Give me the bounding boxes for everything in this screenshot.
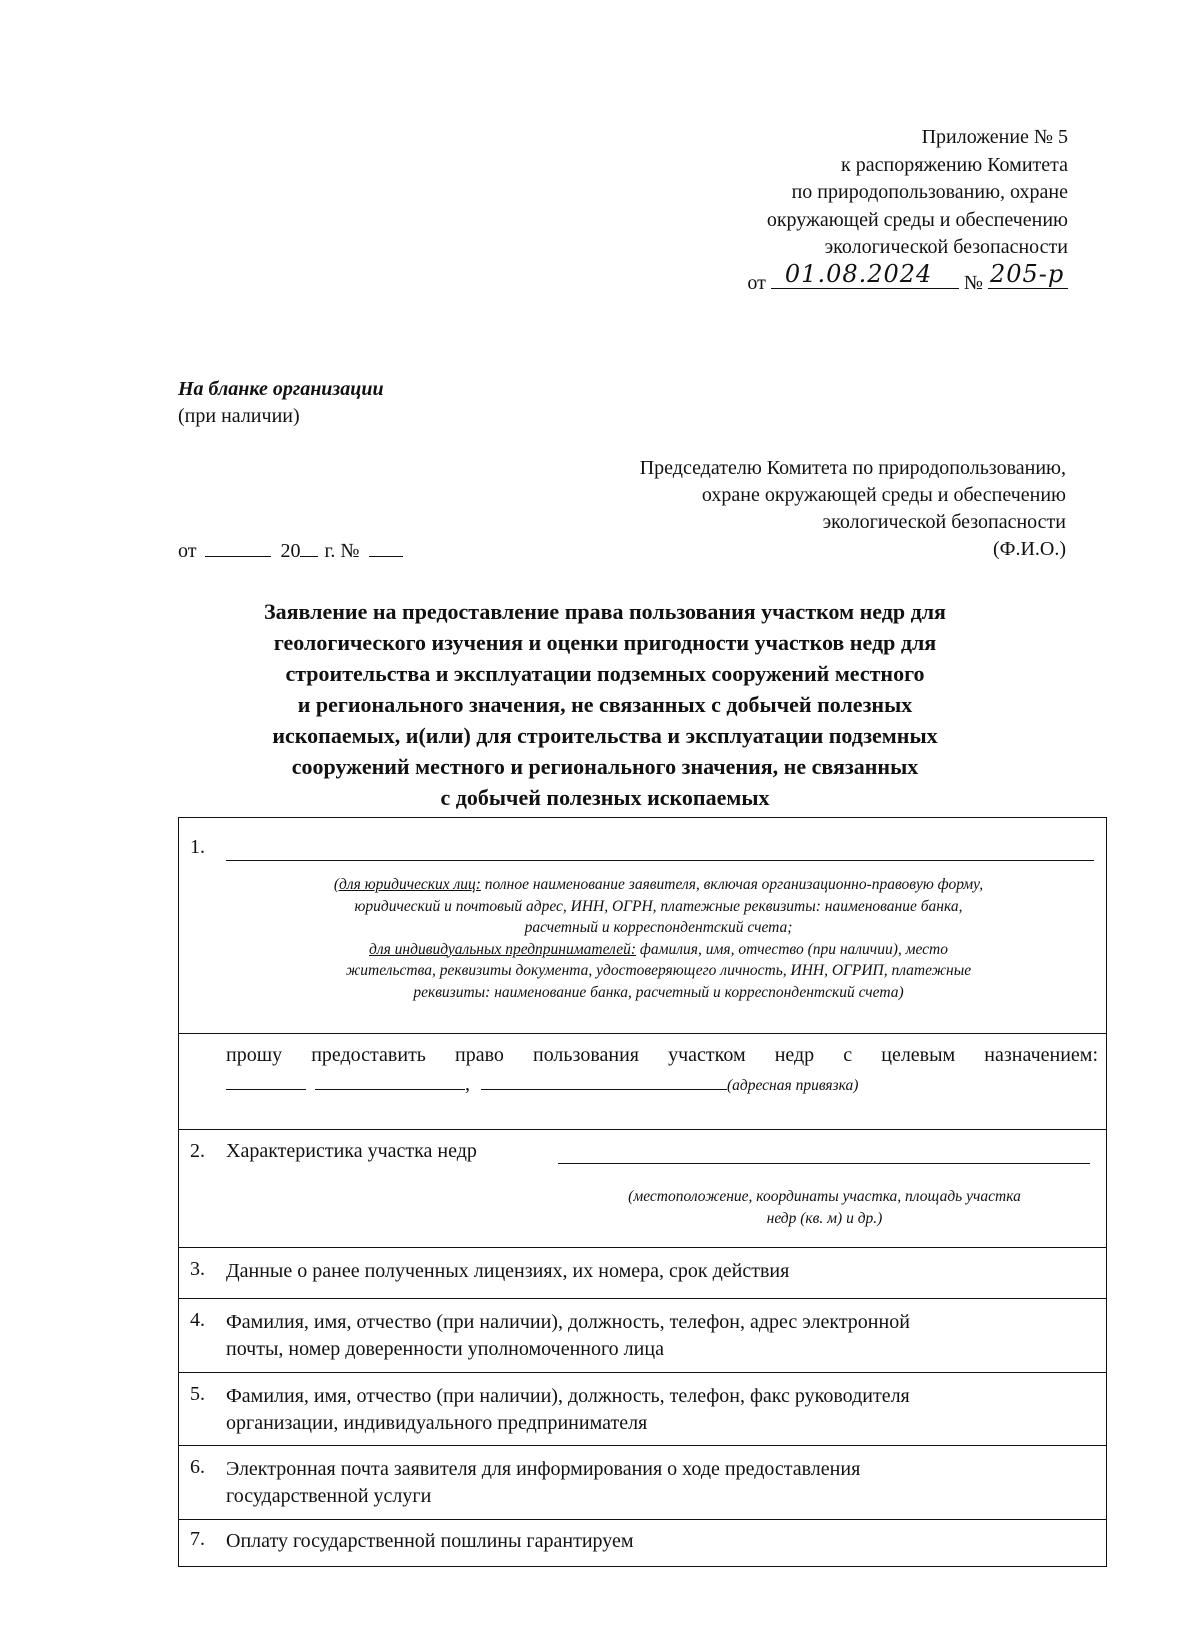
- title-line: с добычей полезных ископаемых: [440, 785, 770, 810]
- entrepreneur-label: для индивидуальных предпринимателей:: [369, 940, 636, 958]
- form-cell: [179, 1299, 1107, 1373]
- form-row-1: [179, 818, 1107, 1034]
- purpose-and-address-line: [226, 1073, 858, 1096]
- row-number: 7.: [190, 1528, 205, 1550]
- date-prefix: от: [747, 271, 766, 294]
- form-cell: [179, 1520, 1107, 1567]
- form-cell: [179, 1373, 1107, 1446]
- appendix-line: по природопользованию, охране: [791, 181, 1068, 203]
- hint-text: недр (кв. м) и др.): [766, 1209, 883, 1227]
- hint-text: юридический и почтовый адрес, ИНН, ОГРН, платежные реквизиты: наименование банка,: [354, 897, 963, 915]
- document-title: [150, 596, 1060, 813]
- subsoil-characteristic-label: Характеристика участка недр: [226, 1140, 477, 1162]
- form-cell: [179, 1248, 1107, 1299]
- form-row-7: [179, 1520, 1107, 1567]
- row-text-line: Электронная почта заявителя для информирования о ходе предоставления: [226, 1458, 861, 1480]
- appendix-line: к распоряжению Комитета: [841, 153, 1068, 176]
- date-blank[interactable]: [205, 542, 271, 557]
- purpose-field[interactable]: [226, 1075, 306, 1090]
- number-prefix: №: [963, 271, 983, 294]
- title-line: Заявление на предоставление права пользования участком недр для: [264, 599, 946, 624]
- row-text: [226, 1383, 1078, 1437]
- purpose-field-2[interactable]: [315, 1075, 465, 1090]
- row-text-line: организации, индивидуального предпринимателя: [226, 1412, 648, 1434]
- title-line: ископаемых, и(или) для строительства и эксплуатации подземных: [272, 723, 938, 748]
- handwritten-date: 01.08.2024: [784, 260, 933, 288]
- year-label: 20: [280, 540, 301, 562]
- year-blank[interactable]: [300, 542, 318, 557]
- address-field[interactable]: [481, 1075, 727, 1090]
- hint-text: реквизиты: наименование банка, расчетный и корреспондентский счета): [413, 983, 904, 1001]
- addressee-fio: (Ф.И.О.): [992, 538, 1066, 560]
- subsoil-characteristic-field[interactable]: [558, 1163, 1090, 1164]
- row-number: 5.: [190, 1383, 205, 1405]
- title-line: и регионального значения, не связанных с добычей полезных: [297, 692, 913, 717]
- request-text: прошу предоставить право пользования участком недр с целевым назначением:: [226, 1044, 1098, 1066]
- letterhead-title: На бланке организации: [178, 378, 384, 400]
- row-number: 3.: [190, 1258, 205, 1280]
- row-number: 4.: [190, 1309, 205, 1331]
- addressee-line: экологической безопасности: [822, 511, 1066, 533]
- title-line: геологического изучения и оценки пригодности участков недр для: [273, 630, 937, 655]
- comma: ,: [465, 1073, 470, 1095]
- number-blank[interactable]: [369, 542, 403, 557]
- form-row-5: [179, 1373, 1107, 1446]
- addressee-block: [640, 455, 1066, 563]
- row-number: 1.: [190, 836, 205, 858]
- appendix-line: Приложение № 5: [921, 126, 1068, 148]
- row-text-line: Фамилия, имя, отчество (при наличии), должность, телефон, факс руководителя: [226, 1385, 910, 1407]
- appendix-date-number: [747, 260, 1068, 298]
- addressee-line: охране окружающей среды и обеспечению: [701, 484, 1066, 506]
- row-text: Оплату государственной пошлины гарантируем: [226, 1530, 634, 1552]
- application-form-table: [178, 817, 1107, 1567]
- form-cell: [179, 1446, 1107, 1520]
- form-row-2: [179, 1130, 1107, 1248]
- row-text: [226, 1309, 1078, 1363]
- form-row-6: [179, 1446, 1107, 1520]
- subsoil-hint: [559, 1186, 1090, 1229]
- hint-text: фамилия, имя, отчество (при наличии), место: [636, 940, 948, 958]
- form-row-3: [179, 1248, 1107, 1299]
- form-cell: [179, 1130, 1107, 1248]
- form-row-1b: [179, 1034, 1107, 1130]
- year-suffix: г. №: [324, 540, 360, 562]
- hint-text: жительства, реквизиты документа, удостоверяющего личность, ИНН, ОГРИП, платежные: [345, 962, 972, 979]
- form-cell: [179, 1034, 1107, 1130]
- appendix-block: [747, 124, 1068, 297]
- title-line: строительства и эксплуатации подземных сооружений местного: [285, 661, 925, 686]
- row-text-line: Фамилия, имя, отчество (при наличии), должность, телефон, адрес электронной: [226, 1311, 910, 1333]
- outgoing-date-line: [178, 540, 403, 563]
- appendix-line: экологической безопасности: [824, 236, 1068, 258]
- number-field: [988, 260, 1068, 289]
- hint-text: (местоположение, координаты участка, площадь участка: [628, 1188, 1021, 1205]
- address-hint: (адресная привязка): [727, 1077, 859, 1094]
- hint-text: полное наименование заявителя, включая организационно-правовую форму,: [480, 876, 984, 893]
- date-field: [771, 260, 959, 289]
- applicant-name-field[interactable]: [226, 860, 1094, 861]
- date-from-label: от: [178, 540, 197, 562]
- row-text-line: государственной услуги: [226, 1485, 432, 1507]
- handwritten-number: 205-р: [990, 260, 1065, 288]
- letterhead-note: [178, 376, 384, 430]
- row-text: [226, 1456, 1078, 1510]
- row-number: 2.: [190, 1140, 205, 1162]
- form-cell: [179, 818, 1107, 1034]
- row-text-line: почты, номер доверенности уполномоченного лица: [226, 1338, 664, 1360]
- addressee-line: Председателю Комитета по природопользованию,: [639, 457, 1066, 479]
- letterhead-subtitle: (при наличии): [178, 405, 300, 427]
- applicant-field-hint: [219, 874, 1098, 1003]
- row-number: 6.: [190, 1456, 205, 1478]
- form-row-4: [179, 1299, 1107, 1373]
- legal-entity-label: (для юридических лиц:: [333, 876, 481, 893]
- row-text: Данные о ранее полученных лицензиях, их номера, срок действия: [226, 1260, 790, 1282]
- appendix-line: окружающей среды и обеспечению: [766, 208, 1068, 231]
- hint-text: расчетный и корреспондентский счета;: [524, 919, 793, 936]
- title-line: сооружений местного и регионального значения, не связанных: [291, 754, 919, 779]
